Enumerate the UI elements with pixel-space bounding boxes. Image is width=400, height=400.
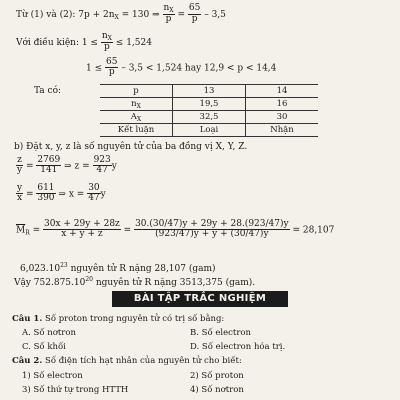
cond-frac-den: p bbox=[104, 42, 110, 53]
cell-a: A bbox=[130, 111, 137, 122]
yx-rden: 390 bbox=[37, 193, 55, 204]
cond2-frac-num: 65 bbox=[106, 57, 118, 67]
q2-text: Số điện tích hạt nhân của nguyên tử cho biết: bbox=[45, 356, 242, 366]
question-2 bbox=[12, 356, 242, 366]
zy-rden: 141 bbox=[40, 165, 58, 176]
yx-den: x bbox=[17, 193, 23, 204]
section-banner: BÀI TẬP TRẮC NGHIỆM bbox=[112, 291, 288, 307]
cond-fraction bbox=[101, 32, 113, 53]
table-cell: 19,5 bbox=[173, 98, 246, 111]
eq-mean-mass: $\overline{M}_R$ = $\frac{30x + 29y + 28z}{x + y + z}$ = $\frac{30.(30/47)y + 29y + 28.(923/47)y}{(923/47)y + y + (30/47)y}$ = 28,107 bbox=[16, 219, 335, 240]
cell-a-sub: X bbox=[136, 115, 142, 123]
q1-option-d[interactable]: D. Số electron hóa trị. bbox=[190, 342, 286, 352]
avog-rest: nguyên tử R nặng 28,107 (gam) bbox=[67, 264, 216, 274]
q1-text: Số proton trong nguyên tử có trị số bằng: bbox=[45, 314, 225, 324]
zy-mid: ⇒ z = bbox=[64, 161, 90, 172]
mr-den1: x + y + z bbox=[61, 229, 103, 240]
q1-option-c[interactable]: C. Số khối bbox=[22, 342, 66, 352]
frac-30-47 bbox=[87, 184, 100, 204]
yx-r2num: 30 bbox=[88, 183, 100, 193]
table-cell bbox=[100, 98, 173, 111]
cond2-frac-den: p bbox=[108, 67, 115, 78]
vay-sup: 20 bbox=[85, 276, 93, 283]
q2-label: Câu 2. bbox=[12, 356, 43, 366]
table-row bbox=[100, 85, 318, 98]
avog-text: 6,023.10 bbox=[20, 264, 61, 274]
mr-result: = 28,107 bbox=[292, 225, 335, 236]
condition-line-2 bbox=[86, 58, 276, 78]
yx-r2den: 47 bbox=[88, 193, 100, 204]
zy-num: z bbox=[17, 155, 22, 165]
cond2-tail: – 3,5 < 1,524 hay 12,9 < p < 14,4 bbox=[121, 63, 277, 74]
mr-big-num: 30.(30/47)y + 29y + 28.(923/47)y bbox=[135, 219, 289, 229]
q2-option-4[interactable]: 4) Số nơtron bbox=[190, 385, 244, 395]
zy-tail: y bbox=[111, 161, 117, 172]
eq1-fraction-65-p bbox=[188, 4, 201, 24]
cond-frac-num: n bbox=[101, 31, 108, 41]
zy-r2num: 923 bbox=[93, 155, 111, 165]
eq1-frac-num-sub: X bbox=[169, 7, 174, 14]
mr-frac2 bbox=[134, 220, 290, 240]
table-row bbox=[100, 124, 318, 137]
eq-z-over-y: $\frac{z}{y}$ = $\frac{2769}{141}$ ⇒ z = $\frac{923}{47}$ y bbox=[17, 155, 117, 176]
mr-frac1 bbox=[43, 220, 121, 240]
eq1-sub: X bbox=[114, 13, 119, 21]
frac-611-390 bbox=[36, 184, 55, 204]
yx-tail: y bbox=[100, 189, 106, 200]
result-table bbox=[100, 84, 318, 137]
cell-n-sub: X bbox=[136, 102, 141, 110]
cond-label: Với điều kiện: 1 ≤ bbox=[16, 37, 98, 48]
eq1-tail: – 3,5 bbox=[204, 9, 226, 20]
table-cell bbox=[100, 111, 173, 124]
q2-option-1[interactable]: 1) Số electron bbox=[22, 371, 83, 381]
vay-text: Vậy 752.875.10 bbox=[14, 278, 86, 288]
zy-r2den: 47 bbox=[96, 165, 108, 176]
table-cell: Loại bbox=[173, 124, 246, 137]
table-cell: p bbox=[100, 85, 173, 98]
eq1-equals: = bbox=[177, 9, 185, 20]
table-cell: 13 bbox=[173, 85, 246, 98]
part-b-text: b) Đặt x, y, z là số nguyên tử của ba đồng vị X, Y, Z. bbox=[14, 142, 248, 152]
avogadro-line bbox=[20, 262, 216, 274]
q1-option-a[interactable]: A. Số nơtron bbox=[22, 328, 76, 338]
zy-rnum: 2769 bbox=[37, 155, 61, 165]
eq-y-over-x: $\frac{y}{x}$ = $\frac{611}{390}$ ⇒ x = $\frac{30}{47}$ y bbox=[17, 183, 106, 204]
table-cell: 16 bbox=[246, 98, 319, 111]
table-row bbox=[100, 98, 318, 111]
table-cell: 32,5 bbox=[173, 111, 246, 124]
mr-num1: 30x + 29y + 28z bbox=[44, 219, 120, 229]
yx-num: y bbox=[17, 183, 23, 193]
mr-big-den: (923/47)y + y + (30/47)y bbox=[155, 229, 269, 240]
q1-label: Câu 1. bbox=[12, 314, 43, 324]
eq1-frac-num: n bbox=[163, 3, 170, 13]
mr-lhs-sub: R bbox=[25, 229, 30, 237]
frac-y-x bbox=[16, 184, 23, 204]
eq1-fraction-nx-p bbox=[163, 4, 175, 25]
eq1-frac2-den: p bbox=[191, 13, 198, 24]
condition-line bbox=[16, 32, 152, 53]
mr-lhs: $\overline{M}$ bbox=[16, 225, 26, 236]
cond2-head: 1 ≤ bbox=[86, 63, 103, 74]
vay-rest: nguyên tử R nặng 3513,375 (gam). bbox=[92, 278, 256, 288]
frac-923-47 bbox=[93, 156, 112, 176]
q1-option-b[interactable]: B. Số electron bbox=[190, 328, 251, 338]
frac-z-y bbox=[16, 156, 23, 176]
avog-sup: 23 bbox=[60, 262, 68, 269]
q2-option-2[interactable]: 2) Số proton bbox=[190, 371, 244, 381]
yx-mid: ⇒ x = bbox=[58, 189, 85, 200]
table-intro: Ta có: bbox=[34, 86, 62, 96]
table-row bbox=[100, 111, 318, 124]
table-cell: 30 bbox=[246, 111, 319, 124]
question-1 bbox=[12, 314, 224, 324]
eq1-frac-den: p bbox=[165, 14, 172, 25]
line-equation-1 bbox=[16, 4, 226, 25]
table-cell: Kết luận bbox=[100, 124, 173, 137]
table-cell: 14 bbox=[246, 85, 319, 98]
cell-n: n bbox=[131, 98, 137, 109]
q2-option-3[interactable]: 3) Số thứ tự trong HTTH bbox=[22, 385, 129, 395]
eq1-mid: = 130 ⇒ bbox=[118, 9, 160, 20]
cond-tail: ≤ 1,524 bbox=[115, 37, 152, 48]
zy-den: y bbox=[17, 165, 23, 176]
cond2-fraction bbox=[105, 58, 118, 78]
frac-2769-141 bbox=[36, 156, 61, 176]
eq1-prefix: Từ (1) và (2): 7p + 2n bbox=[16, 9, 115, 20]
conclusion-line bbox=[14, 276, 255, 288]
yx-rnum: 611 bbox=[37, 183, 55, 193]
cond-frac-num-sub: X bbox=[107, 35, 112, 42]
table-cell: Nhận bbox=[246, 124, 319, 137]
eq1-frac2-num: 65 bbox=[188, 3, 201, 14]
